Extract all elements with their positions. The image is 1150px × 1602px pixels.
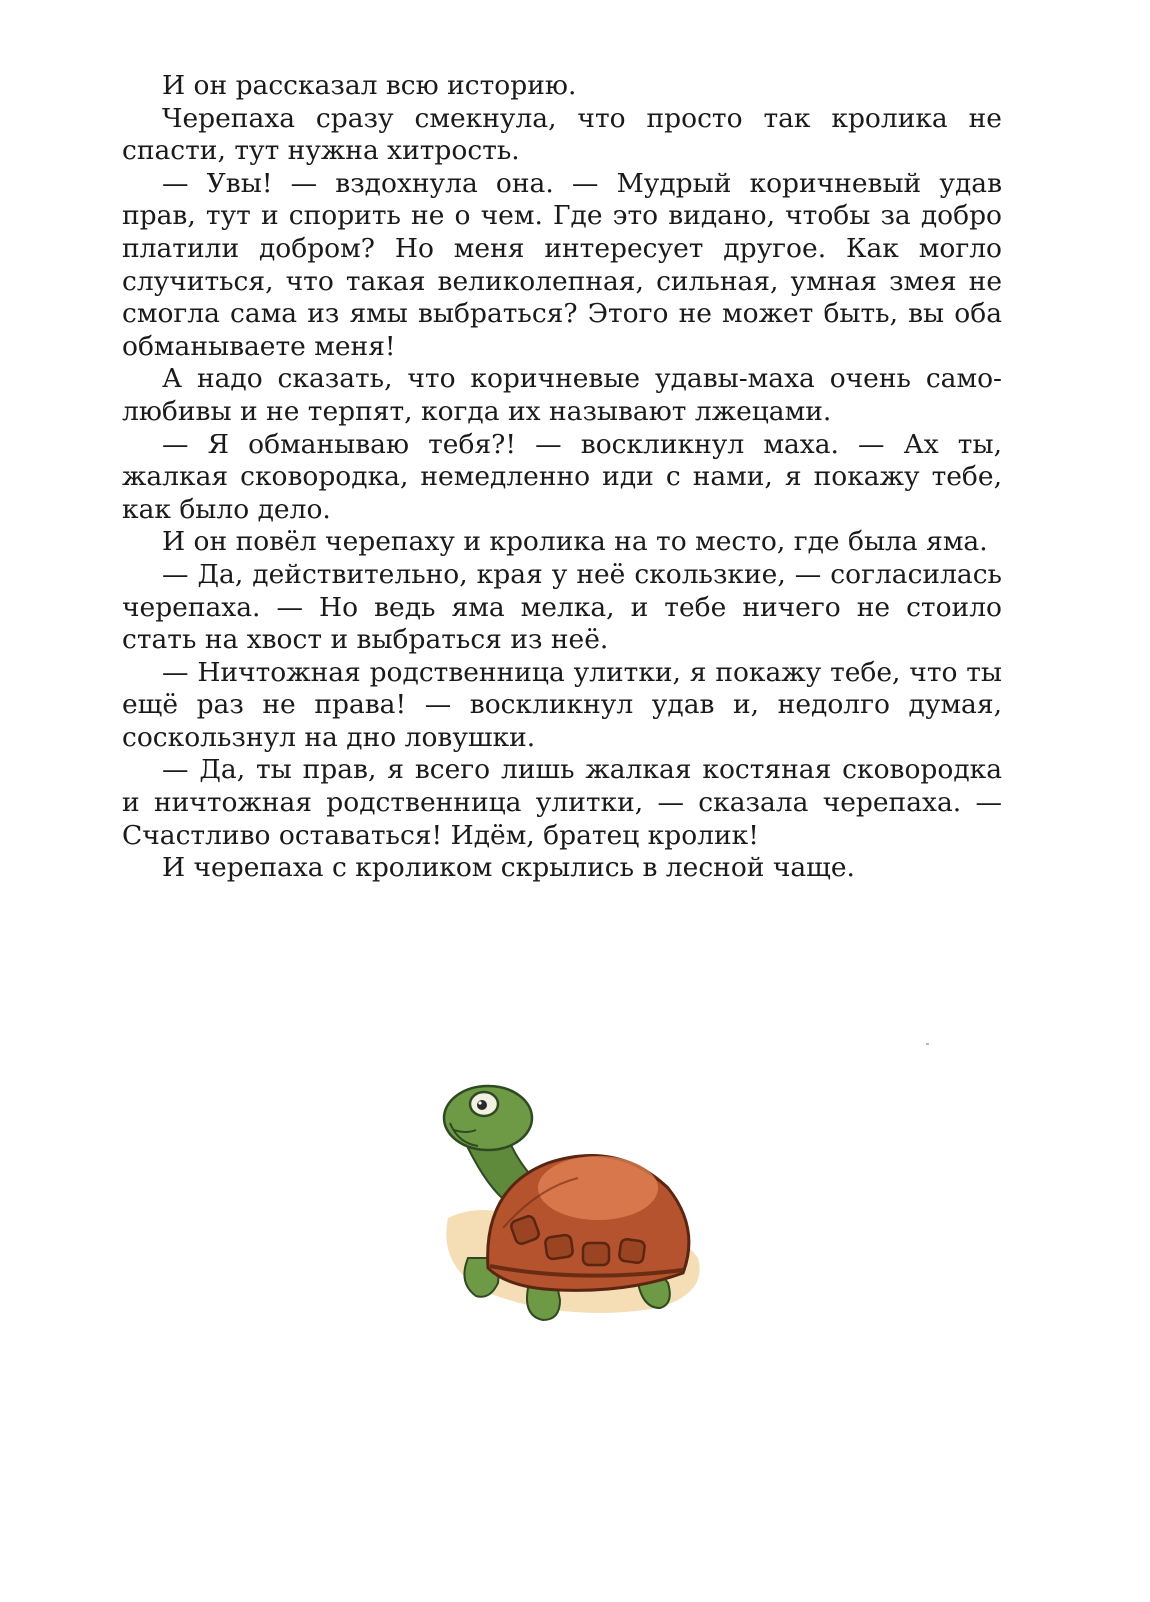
- paragraph: — Да, ты прав, я всего лишь жалкая костяная сковородка и ничтожная родственница улитки, — сказала черепаха. — Счастливо оставаться! Идём, братец кролик!: [122, 754, 1002, 851]
- paragraph: И он повёл черепаху и кролика на то место, где была яма.: [162, 526, 988, 558]
- paragraph: — Увы! — вздохнула она. — Мудрый коричневый удав прав, тут и спорить не о чем. Где это видано, чтобы за добро платили добром? Но меня интересует другое. Как могло случиться, что такая великолепная, сильная, умная змея не смогла сама из ямы выбраться? Этого не может быть, вы оба обманываете меня!: [122, 167, 1002, 362]
- shell-scute: [619, 1238, 646, 1263]
- paragraph: И он рассказал всю историю.: [162, 70, 577, 101]
- shell-scute: [583, 1243, 609, 1265]
- turtle-illustration: [428, 1068, 708, 1328]
- paragraph: Черепаха сразу смекнула, что просто так кролика не спасти, тут нужна хитрость.: [122, 102, 1002, 167]
- shell-scute: [545, 1234, 574, 1259]
- paragraph: И черепаха с кроликом скрылись в лесной чаще.: [162, 852, 855, 884]
- paragraph: — Я обманываю тебя?! — воскликнул маха. — Ах ты, жалкая сковородка, немедленно иди с нами, я покажу тебе, как было дело.: [122, 428, 1002, 525]
- paragraph: — Ничтожная родственница улитки, я покажу тебе, что ты ещё раз не права! — воскликнул удав и, недолго думая, соскользнул на дно ловушки.: [122, 656, 1002, 753]
- paragraph: — Да, действительно, края у неё скользкие, — согласилась черепаха. — Но ведь яма мелка, и тебе ничего не стоило стать на хвост и выбраться из неё.: [122, 558, 1002, 656]
- shell-highlight: [538, 1156, 658, 1220]
- print-speck: [926, 1043, 929, 1045]
- paragraph: А надо сказать, что коричневые удавы-маха очень самолюбивы и не терпят, когда их называют лжецами.: [122, 363, 1002, 427]
- story-text: [122, 70, 1002, 885]
